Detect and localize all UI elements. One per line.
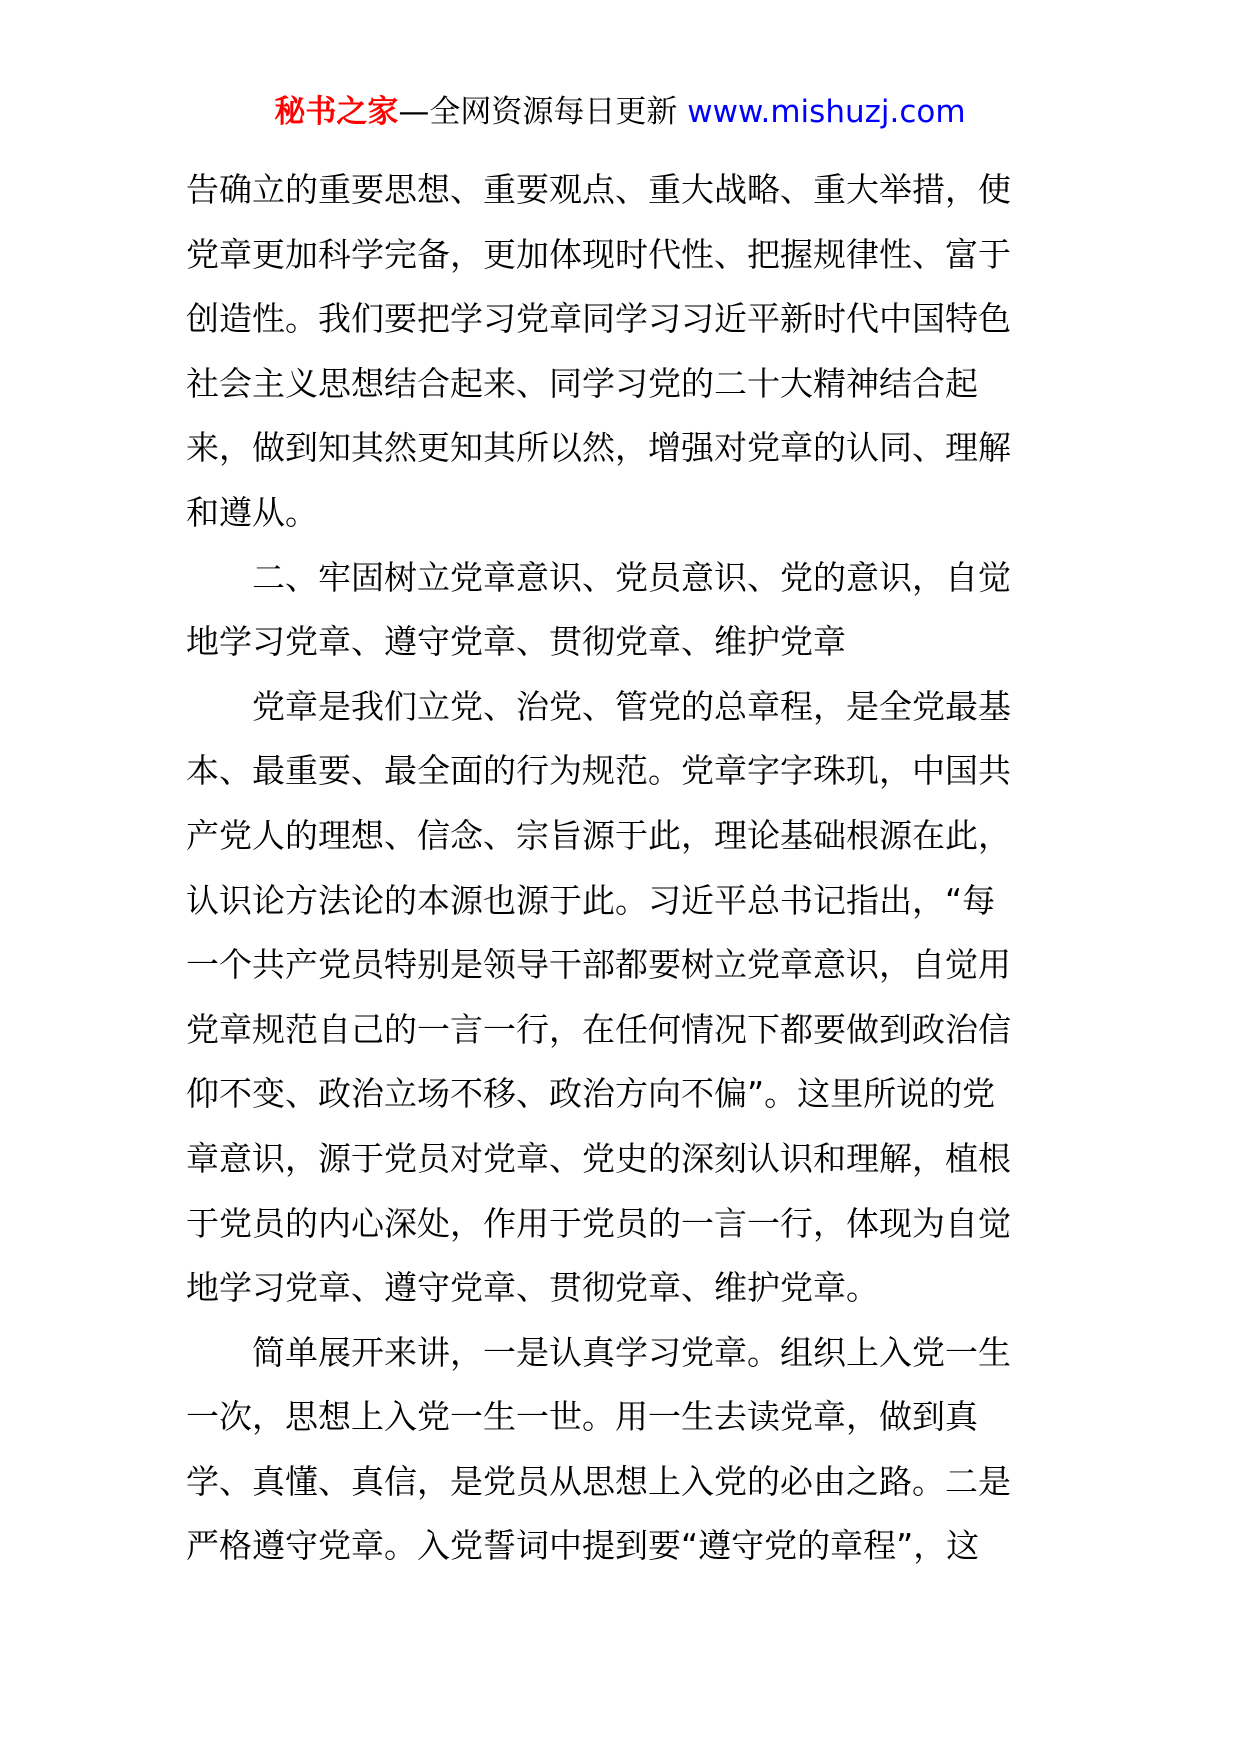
text-line: 章意识，源于党员对党章、党史的深刻认识和理解，植根 [186,1138,1011,1178]
text-line: 一次，思想上入党一生一世。用一生去读党章，做到真 [186,1397,978,1437]
text-line: 认识论方法论的本源也源于此。习近平总书记指出，“每 [186,880,996,920]
text-line: 学、真懂、真信，是党员从思想上入党的必由之路。二是 [186,1461,1011,1501]
text-line: 来，做到知其然更知其所以然，增强对党章的认同、理解 [186,428,1011,468]
text-line: 社会主义思想结合起来、同学习党的二十大精神结合起 [186,363,978,403]
text-line: 党章更加科学完备，更加体现时代性、把握规律性、富于 [186,234,1011,274]
text-line: 严格遵守党章。入党誓词中提到要“遵守党的章程”，这 [186,1526,980,1566]
header-tagline: —全网资源每日更新 [398,94,688,130]
text-line: 仰不变、政治立场不移、政治方向不偏”。这里所说的党 [186,1074,996,1114]
text-line: 本、最重要、最全面的行为规范。党章字字珠玑，中国共 [186,751,1011,791]
text-line: 地学习党章、遵守党章、贯彻党章、维护党章。 [186,1268,879,1308]
text-line: 党章规范自己的一言一行，在任何情况下都要做到政治信 [186,1009,1011,1049]
brand-name: 秘书之家 [274,94,399,130]
page-header [0,92,1240,132]
section-heading-line: 地学习党章、遵守党章、贯彻党章、维护党章 [186,622,846,662]
text-line: 一个共产党员特别是领导干部都要树立党章意识，自觉用 [186,945,1011,985]
text-line: 于党员的内心深处，作用于党员的一言一行，体现为自觉 [186,1203,1011,1243]
document-body [186,158,1058,1579]
section-heading-line: 二、牢固树立党章意识、党员意识、党的意识，自觉 [186,557,1011,597]
text-line: 和遵从。 [186,492,318,532]
text-line: 创造性。我们要把学习党章同学习习近平新时代中国特色 [186,299,1011,339]
text-line: 告确立的重要思想、重要观点、重大战略、重大举措，使 [186,170,1011,209]
text-line: 党章是我们立党、治党、管党的总章程，是全党最基 [186,686,1011,726]
website-url[interactable]: www.mishuzj.com [687,94,966,130]
text-line: 简单展开来讲，一是认真学习党章。组织上入党一生 [186,1332,1011,1372]
text-line: 产党人的理想、信念、宗旨源于此，理论基础根源在此， [186,815,1011,855]
